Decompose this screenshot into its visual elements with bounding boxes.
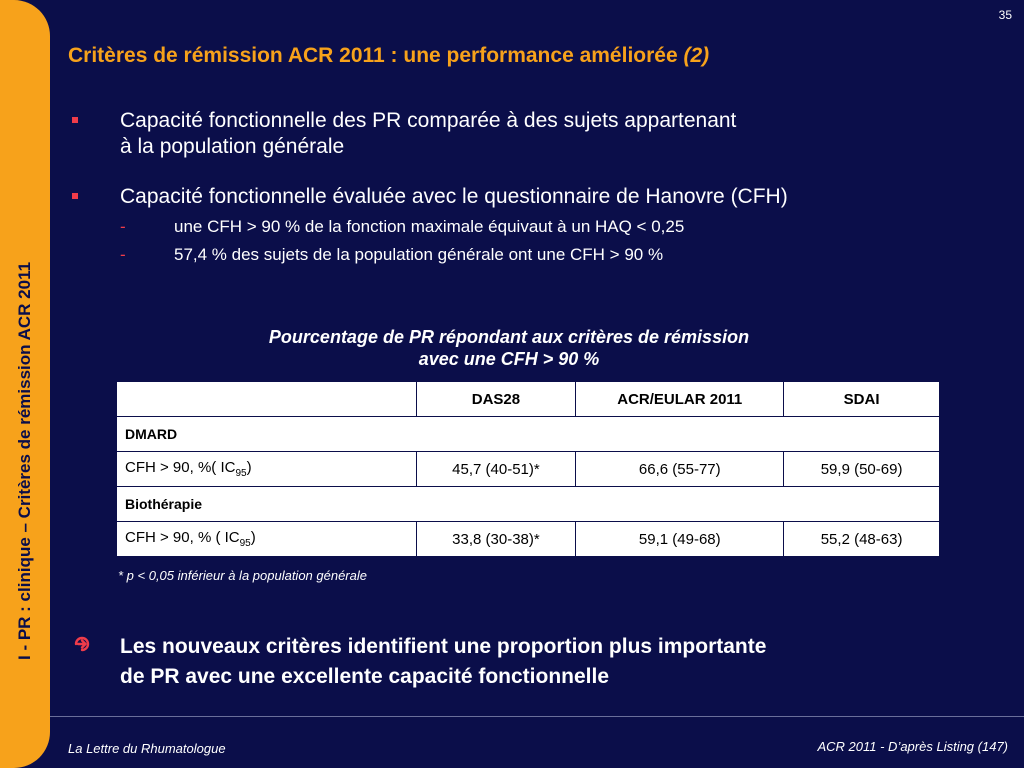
table-caption-line2: avec une CFH > 90 % (418, 349, 600, 369)
square-bullet-icon (72, 117, 78, 123)
row-label-close: ) (250, 529, 256, 546)
table-cell: 45,7 (40-51)* (416, 452, 576, 487)
table-header-cell: DAS28 (416, 382, 576, 417)
table-header-cell: SDAI (784, 382, 940, 417)
bullet-text-line2: à la population générale (120, 135, 345, 158)
table-cell: 66,6 (55-77) (576, 452, 784, 487)
table-header-cell (117, 382, 417, 417)
circled-arrow-icon (72, 634, 92, 654)
sub-bullet-item (70, 244, 970, 266)
table-header-row (117, 382, 940, 417)
row-label-close: ) (246, 459, 252, 476)
table-cell: 59,1 (49-68) (576, 522, 784, 557)
sub-bullet-text: une CFH > 90 % de la fonction maximale équivaut à un HAQ < 0,25 (174, 217, 685, 236)
row-label-subscript: 95 (235, 468, 247, 479)
table-row (117, 522, 940, 557)
dash-bullet-icon: - (120, 217, 126, 236)
table-footnote: * p < 0,05 inférieur à la population générale (118, 568, 367, 583)
bullet-text-line1: Capacité fonctionnelle des PR comparée à des sujets appartenant (120, 109, 737, 132)
table-cell: 55,2 (48-63) (784, 522, 940, 557)
conclusion-line1: Les nouveaux critères identifient une proportion plus importante (120, 635, 767, 658)
conclusion (70, 632, 1020, 692)
table-group-row (117, 487, 940, 522)
bullet-list (70, 108, 970, 266)
sidebar-band (0, 0, 50, 768)
footer-divider (50, 716, 1024, 717)
table-row (117, 452, 940, 487)
conclusion-line2: de PR avec une excellente capacité fonctionnelle (120, 665, 610, 688)
table-group-row (117, 417, 940, 452)
table-row-label (117, 522, 417, 557)
table-cell: 33,8 (30-38)* (416, 522, 576, 557)
table-caption-line1: Pourcentage de PR répondant aux critères de rémission (268, 327, 750, 347)
slide-title-main: Critères de rémission ACR 2011 : une performance améliorée (68, 44, 684, 67)
table-row-label (117, 452, 417, 487)
slide-title (68, 44, 709, 68)
sub-bullet-item (70, 216, 970, 238)
remission-table (116, 381, 940, 557)
bullet-item (70, 108, 970, 160)
table-group-label: DMARD (117, 417, 940, 452)
bullet-item (70, 184, 970, 210)
dash-bullet-icon: - (120, 245, 126, 264)
row-label-text: CFH > 90, %( IC (125, 459, 236, 476)
square-bullet-icon (72, 193, 78, 199)
slide-number: 35 (998, 8, 1012, 22)
table-header-cell: ACR/EULAR 2011 (576, 382, 784, 417)
table-cell: 59,9 (50-69) (784, 452, 940, 487)
footer-source: ACR 2011 - D’après Listing (147) (817, 739, 1008, 754)
sub-bullet-text: 57,4 % des sujets de la population générale ont une CFH > 90 % (174, 245, 664, 264)
sidebar-label: I - PR : clinique – Critères de rémission ACR 2011 (15, 261, 34, 660)
row-label-text: CFH > 90, % ( IC (125, 529, 240, 546)
bullet-text: Capacité fonctionnelle évaluée avec le questionnaire de Hanovre (CFH) (120, 185, 788, 208)
table-group-label: Biothérapie (117, 487, 940, 522)
table-caption (116, 326, 902, 370)
row-label-subscript: 95 (239, 538, 251, 549)
footer-publication: La Lettre du Rhumatologue (68, 741, 226, 756)
slide-title-suffix: (2) (683, 44, 710, 67)
